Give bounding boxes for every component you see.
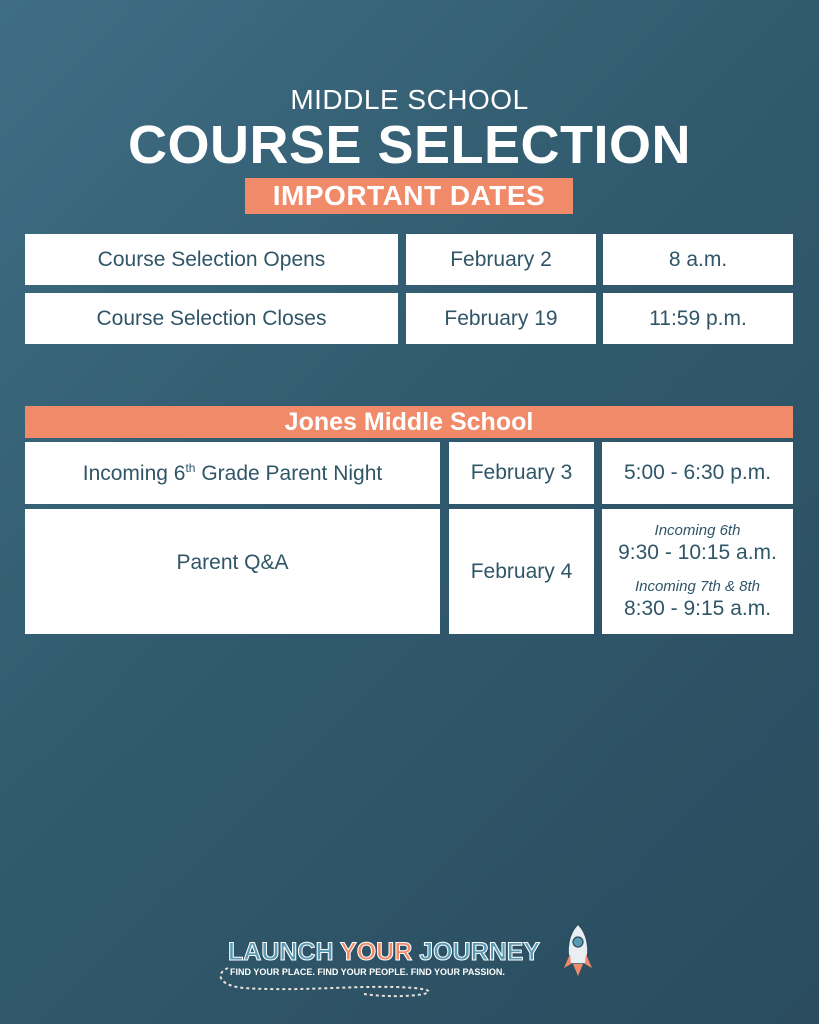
rocket-icon (564, 924, 592, 976)
parent-night-event-text: Incoming 6th Grade Parent Night (82, 460, 383, 485)
dates-row-1-time: 8 a.m. (603, 234, 793, 285)
session-1-label: Incoming 6th (654, 521, 741, 539)
session-2-time: 8:30 - 9:15 a.m. (623, 596, 772, 620)
dates-row-2-date: February 19 (406, 293, 596, 344)
parent-qa-date: February 4 (449, 509, 594, 634)
logo-graphic (214, 918, 614, 1008)
dates-row-1-date: February 2 (406, 234, 596, 285)
page-title: COURSE SELECTION (127, 115, 692, 175)
school-name-bar: Jones Middle School (25, 406, 793, 438)
logo-word-journey: JOURNEY (419, 938, 541, 966)
svg-text:LAUNCH YOUR JOURNE (228, 938, 540, 966)
logo-word-launch: LAUNCH (228, 938, 334, 966)
dates-row-2-time: 11:59 p.m. (603, 293, 793, 344)
parent-night-event (25, 442, 440, 504)
launch-your-journey-logo (214, 918, 614, 1008)
parent-night-time: 5:00 - 6:30 p.m. (602, 442, 793, 504)
parent-qa-sessions (602, 509, 793, 634)
dates-row-1-event: Course Selection Opens (25, 234, 398, 285)
session-2-label: Incoming 7th & 8th (634, 577, 761, 595)
important-dates-banner: IMPORTANT DATES (245, 178, 573, 214)
page-subtitle: MIDDLE SCHOOL (290, 84, 529, 115)
logo-tagline: FIND YOUR PLACE. FIND YOUR PEOPLE. FIND YOUR PASSION. (230, 967, 505, 977)
logo-word-your: YOUR (340, 938, 413, 966)
parent-qa-event: Parent Q&A (25, 509, 440, 634)
dates-row-2-event: Course Selection Closes (25, 293, 398, 344)
parent-night-date: February 3 (449, 442, 594, 504)
session-1-time: 9:30 - 10:15 a.m. (618, 540, 777, 564)
